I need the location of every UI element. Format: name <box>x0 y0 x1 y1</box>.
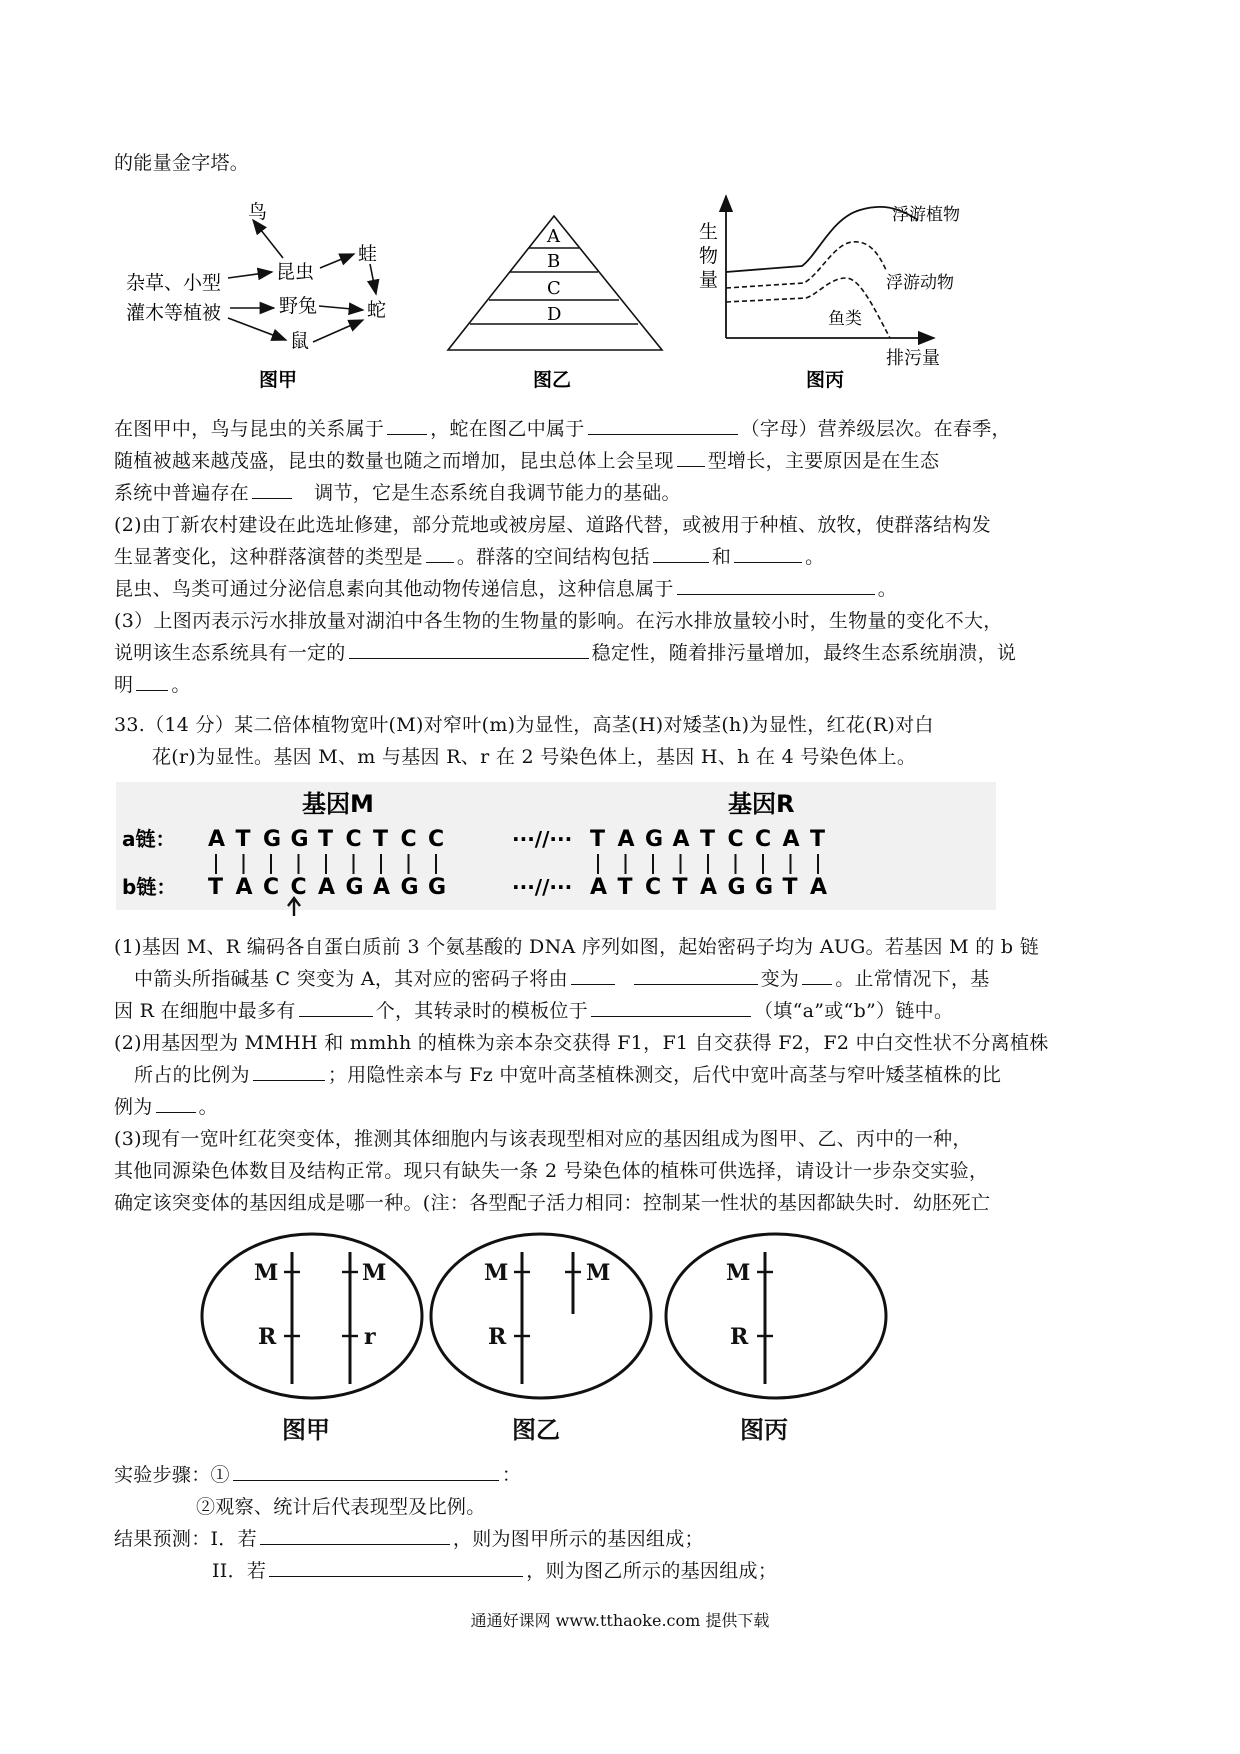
fw-mouse: 鼠 <box>290 330 310 352</box>
q33-heading-1: 33.（14 分）某二倍体植物宽叶(M)对窄叶(m)为显性，高茎(H)对矮茎(h)为显性，红花(R)对白 <box>114 714 934 736</box>
q33-text: 个，其转录时的模板位于 <box>375 1000 588 1022</box>
q32-text: 。 <box>877 578 898 600</box>
q33-text: II．若 <box>212 1560 267 1582</box>
strand-b-base: C <box>645 875 662 900</box>
curves-label-phytoplankton: 浮游植物 <box>892 205 960 225</box>
food-web-figure <box>120 192 420 392</box>
strand-b-base: T <box>208 875 224 900</box>
q32-line-9 <box>114 672 191 698</box>
q32-line-4: (2)由丁新农村建设在此选址修建，部分荒地或被房屋、道路代替，或被用于种植、放牧，使群落结构发 <box>114 514 992 536</box>
cell-bing-caption: 图丙 <box>740 1415 788 1444</box>
bing-gene-2: R <box>730 1324 749 1350</box>
cell-yi-outline <box>431 1234 651 1398</box>
q33-s3-line-3: 确定该突变体的基因组成是哪一种。(注：各型配子活力相同：控制某一性状的基因都缺失时．幼胚死亡 <box>114 1192 991 1214</box>
curves-caption: 图丙 <box>806 369 845 391</box>
q32-line-1 <box>114 416 1011 442</box>
q33-text: 所占的比例为 <box>134 1064 250 1086</box>
strand-b-base: G <box>727 875 746 900</box>
q32-line-2 <box>114 448 939 474</box>
q33-text: 变为 <box>760 968 800 990</box>
pyramid-level-a: A <box>547 226 560 247</box>
page-footer: 通通好课网 www.tthaoke.com 提供下载 <box>470 1611 770 1630</box>
answer-blank[interactable] <box>734 544 802 563</box>
answer-blank[interactable] <box>253 1062 325 1081</box>
cell-jia-outline <box>202 1234 422 1398</box>
gene-m-title: 基因M <box>302 790 374 818</box>
intro-line: 的能量金字塔。 <box>114 152 250 174</box>
answer-blank[interactable] <box>260 1526 450 1545</box>
strand-b-label: b链： <box>122 875 177 899</box>
q32-text: 。群落的空间结构包括 <box>456 546 650 568</box>
strand-a-base: A <box>782 827 800 852</box>
strand-b-base: T <box>672 875 688 900</box>
q33-s1-line-2 <box>134 966 990 992</box>
q32-text: 昆虫、鸟类可通过分泌信息素向其他动物传递信息，这种信息属于 <box>114 578 674 600</box>
cell-yi-caption: 图乙 <box>512 1415 560 1444</box>
jia-left-gene-2: R <box>258 1324 277 1350</box>
q32-text: 稳定性，随着排污量增加，最终生态系统崩溃，说 <box>591 642 1017 664</box>
q33-text: 结果预测：I．若 <box>114 1528 257 1550</box>
cell-jia-caption: 图甲 <box>282 1415 330 1444</box>
fw-caption: 图甲 <box>259 369 298 391</box>
strand-a-base: A <box>208 827 226 852</box>
q33-text: 例为 <box>114 1096 153 1118</box>
q33-s2-line-1: (2)用基因型为 MMHH 和 mmhh 的植株为亲本杂交获得 F1，F1 自交获得 F2，F2 中白交性状不分离植株 <box>114 1032 1049 1054</box>
answer-blank[interactable] <box>588 416 738 435</box>
strand-b-base: G <box>428 875 447 900</box>
curves-ylabel-3: 量 <box>699 269 719 291</box>
strand-b-base: T <box>782 875 798 900</box>
strand-a-base: T <box>373 827 389 852</box>
q32-text: ，蛇在图乙中属于 <box>430 418 585 440</box>
strand-b-base: G <box>755 875 774 900</box>
strand-b-base: A <box>810 875 828 900</box>
q33-s1-line-1: (1)基因 M、R 编码各自蛋白质前 3 个氨基酸的 DNA 序列如图，起始密码子均为 AUG。若基因 M 的 b 链 <box>114 936 1040 958</box>
pyramid-caption: 图乙 <box>533 369 572 390</box>
gene-r-title: 基因R <box>728 790 795 818</box>
strand-a-base: C <box>755 827 772 852</box>
curves-label-zooplankton: 浮游动物 <box>886 273 954 293</box>
strand-a-base: A <box>617 827 635 852</box>
q33-text: 实验步骤：① <box>114 1464 230 1486</box>
answer-blank[interactable] <box>233 1462 499 1481</box>
q32-text: 调节，它是生态系统自我调节能力的基础。 <box>314 482 681 504</box>
strand-a-base: T <box>810 827 826 852</box>
pollution-curves-figure <box>690 190 1000 395</box>
fw-hare: 野兔 <box>279 295 318 317</box>
jia-right-gene-1: M <box>362 1260 387 1286</box>
strand-a-label: a链： <box>122 827 176 851</box>
q33-s1-line-3 <box>114 998 953 1024</box>
q32-text: 在图甲中，鸟与昆虫的关系属于 <box>114 418 385 440</box>
answer-blank[interactable] <box>156 1094 196 1113</box>
q32-text: 明 <box>114 674 134 696</box>
q33-s3-line-1: (3)现有一宽叶红花突变体，推测其体细胞内与该表现型相对应的基因组成为图甲、乙、丙中的一种， <box>114 1128 972 1150</box>
strand-b-gap: ···//··· <box>512 875 573 899</box>
strand-b-base: A <box>318 875 336 900</box>
fw-frog: 蛙 <box>358 243 378 265</box>
q32-line-7: (3）上图丙表示污水排放量对湖泊中各生物的生物量的影响。在污水排放量较小时，生物量的变化不大， <box>114 610 1003 632</box>
q32-text: 说明该生态系统具有一定的 <box>114 642 346 664</box>
answer-blank[interactable] <box>802 966 832 985</box>
fw-producer-1: 杂草、小型 <box>126 272 222 294</box>
answer-blank[interactable] <box>349 640 589 659</box>
q33-heading-2: 花(r)为显性。基因 M、m 与基因 R、r 在 2 号染色体上，基因 H、h 在 4 号染色体上。 <box>152 746 917 768</box>
q32-line-5 <box>114 544 824 570</box>
strand-b-base: C <box>290 875 307 900</box>
strand-a-base: G <box>290 827 309 852</box>
answer-blank[interactable] <box>387 416 427 435</box>
fw-snake: 蛇 <box>367 299 387 321</box>
strand-b-base: A <box>373 875 391 900</box>
q32-line-3 <box>114 480 681 506</box>
strand-a-gap: ···//··· <box>512 827 573 851</box>
pyramid-level-d: D <box>547 304 562 325</box>
fw-insect: 昆虫 <box>276 261 315 283</box>
exp-step-2: ②观察、统计后代表现型及比例。 <box>196 1496 486 1518</box>
q32-text: 系统中普遍存在 <box>114 482 250 504</box>
strand-b-base: A <box>590 875 608 900</box>
answer-blank[interactable] <box>677 448 705 467</box>
fw-bird: 鸟 <box>248 201 268 223</box>
q32-text: （字母）营养级层次。在春季， <box>740 418 1011 440</box>
answer-blank[interactable] <box>299 998 373 1017</box>
yi-right-gene-1: M <box>586 1260 611 1286</box>
q33-text: 中箭头所指碱基 C 突变为 A，其对应的密码子将由 <box>134 968 568 990</box>
q32-text: 随植被越来越茂盛，昆虫的数量也随之而增加，昆虫总体上会呈现 <box>114 450 674 472</box>
curves-xlabel: 排污量 <box>886 348 940 369</box>
q33-text: ，则为图乙所示的基因组成； <box>526 1560 778 1582</box>
fw-producer-2: 灌木等植被 <box>126 302 222 324</box>
pyramid-level-c: C <box>547 278 561 299</box>
pyramid-level-b: B <box>547 251 561 272</box>
q32-text: 。 <box>171 674 191 696</box>
dna-sequence-figure <box>116 782 1016 917</box>
q33-s2-line-3 <box>114 1094 218 1120</box>
result-1 <box>114 1526 704 1552</box>
strand-a-base: C <box>428 827 445 852</box>
strand-a-base: G <box>263 827 282 852</box>
strand-b-base: A <box>235 875 253 900</box>
cell-bing-outline <box>666 1234 886 1398</box>
q33-text: （填“a”或“b”）链中。 <box>754 1000 954 1022</box>
q33-s2-line-2 <box>134 1062 1001 1088</box>
curves-label-fish: 鱼类 <box>828 309 862 329</box>
strand-a-base: T <box>700 827 716 852</box>
strand-a-base: A <box>672 827 690 852</box>
strand-a-base: T <box>590 827 606 852</box>
yi-left-gene-1: M <box>484 1260 509 1286</box>
pyramid-figure <box>440 210 670 390</box>
exp-step-1 <box>114 1462 521 1488</box>
curves-ylabel-2: 物 <box>699 245 719 267</box>
answer-blank[interactable] <box>677 576 875 595</box>
answer-blank[interactable] <box>269 1558 523 1577</box>
answer-blank[interactable] <box>591 998 751 1017</box>
curve-phytoplankton <box>726 207 918 272</box>
q32-text: 。 <box>805 546 825 568</box>
q33-text: ，则为图甲所示的基因组成； <box>452 1528 704 1550</box>
strand-a-base: T <box>318 827 334 852</box>
answer-blank[interactable] <box>136 672 168 691</box>
answer-blank[interactable] <box>252 480 292 499</box>
result-2 <box>212 1558 777 1584</box>
jia-left-gene-1: M <box>254 1260 279 1286</box>
curve-zooplankton <box>726 242 886 288</box>
q33-s3-line-2: 其他同源染色体数目及结构正常。现只有缺失一条 2 号染色体的植株可供选择，请设计一步杂交实验， <box>114 1160 989 1182</box>
q32-text: 生显著变化，这种群落演替的类型是 <box>114 546 423 568</box>
answer-blank[interactable] <box>426 544 454 563</box>
answer-blank[interactable] <box>634 966 758 985</box>
bing-gene-1: M <box>726 1260 751 1286</box>
q33-text: ： <box>501 1464 522 1486</box>
strand-b-base: A <box>700 875 718 900</box>
curves-ylabel-1: 生 <box>699 221 719 243</box>
q32-line-8 <box>114 640 1016 666</box>
strand-a-base: C <box>727 827 744 852</box>
strand-a-base: T <box>235 827 251 852</box>
strand-b-base: T <box>617 875 633 900</box>
strand-a-base: C <box>400 827 417 852</box>
jia-right-gene-2: r <box>364 1324 376 1350</box>
strand-a-base: G <box>645 827 664 852</box>
answer-blank[interactable] <box>571 966 615 985</box>
yi-left-gene-2: R <box>488 1324 507 1350</box>
q33-text: 因 R 在细胞中最多有 <box>114 1000 296 1022</box>
chromosome-cells-figure <box>200 1228 1020 1453</box>
q33-text: 。止常情况下，基 <box>835 968 990 990</box>
q32-text: 和 <box>711 546 732 568</box>
strand-a-base: C <box>345 827 362 852</box>
q32-text: 型增长，主要原因是在生态 <box>707 450 940 472</box>
strand-b-base: C <box>263 875 280 900</box>
strand-b-base: G <box>400 875 419 900</box>
q32-line-6 <box>114 576 897 602</box>
strand-b-base: G <box>345 875 364 900</box>
q33-text: ；用隐性亲本与 Fz 中宽叶高茎植株测交，后代中宽叶高茎与窄叶矮茎植株的比 <box>327 1064 1002 1086</box>
q33-text: 。 <box>198 1096 218 1118</box>
answer-blank[interactable] <box>653 544 709 563</box>
